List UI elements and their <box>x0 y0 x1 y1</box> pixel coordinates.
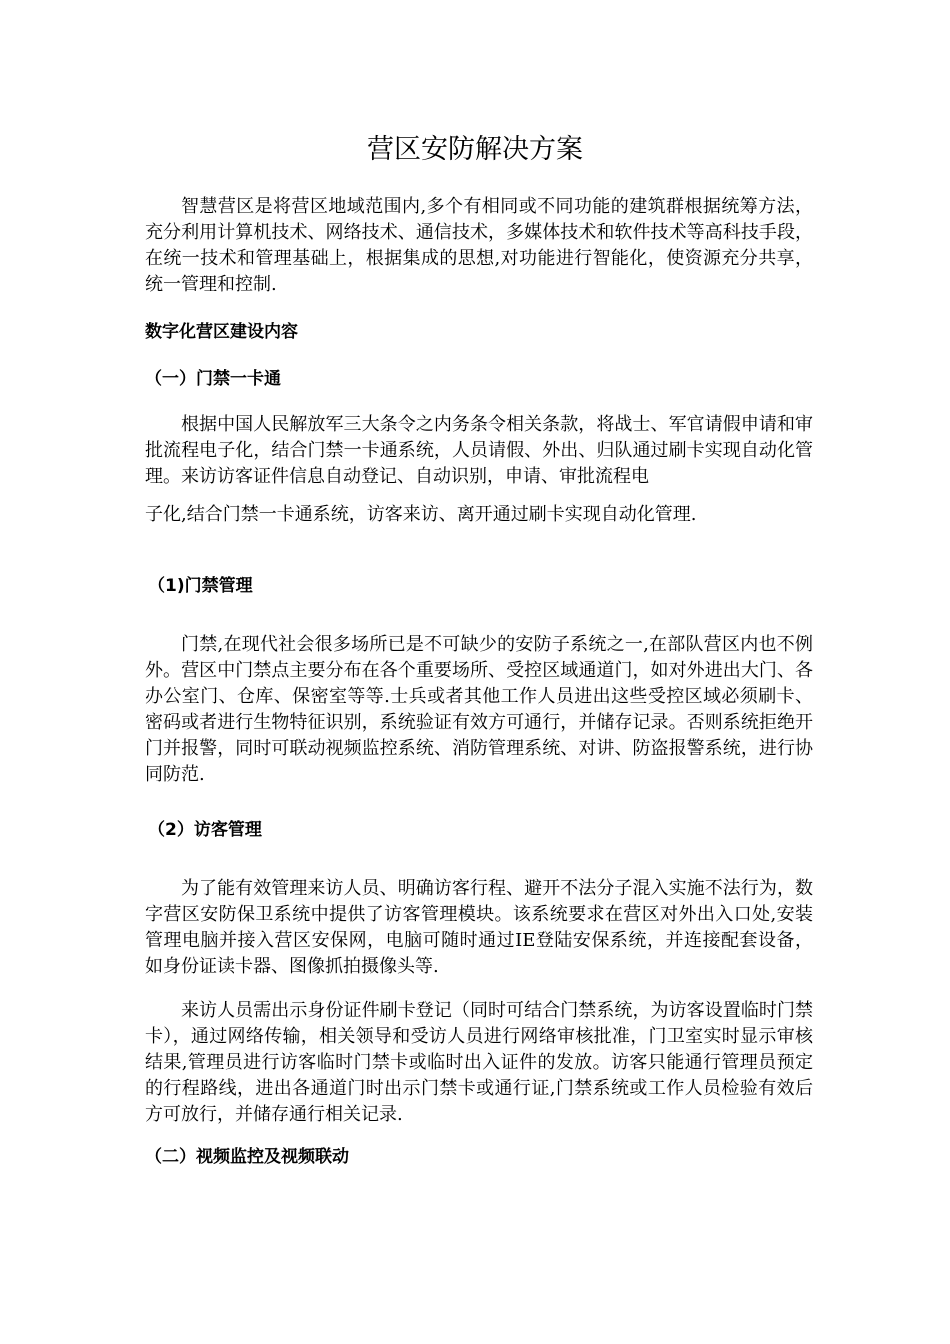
section-heading: 数字化营区建设内容 <box>145 322 298 342</box>
subsection-2-heading: （2）访客管理 <box>148 820 262 840</box>
subsection-2-paragraph-2: 来访人员需出示身份证件刷卡登记（同时可结合门禁系统，为访客设置临时门禁卡），通过网络传输，相关领导和受访人员进行网络审核批准，门卫室实时显示审核结果,管理员进行访客临时门禁卡或临时出入证件的发放。访客只能通行管理员预定的行程路线，进出各通道门时出示门禁卡或通行证,门禁系统或工作人员检验有效后方可放行，并储存通行相关记录. <box>145 1000 813 1125</box>
subsection-1-heading: （1)门禁管理 <box>148 576 253 596</box>
subsection-1-paragraph: 门禁,在现代社会很多场所已是不可缺少的安防子系统之一,在部队营区内也不例外。营区中门禁点主要分布在各个重要场所、受控区域通道门，如对外进出大门、各办公室门、仓库、保密室等等.士兵或者其他工作人员进出这些受控区域必须刷卡、密码或者进行生物特征识别，系统验证有效方可通行，并储存记录。否则系统拒绝开门并报警，同时可联动视频监控系统、消防管理系统、对讲、防盗报警系统，进行协同防范. <box>145 634 813 785</box>
section-1-paragraph: 根据中国人民解放军三大条令之内务条令相关条款，将战士、军官请假申请和审批流程电子化，结合门禁一卡通系统，人员请假、外出、归队通过刷卡实现自动化管理。来访访客证件信息自动登记、自动识别，申请、审批流程电 <box>145 414 813 487</box>
section-1-heading: （一）门禁一卡通 <box>145 369 281 389</box>
section-2-heading: （二）视频监控及视频联动 <box>145 1147 349 1167</box>
document-title: 营区安防解决方案 <box>367 134 583 165</box>
subsection-2-paragraph-1: 为了能有效管理来访人员、明确访客行程、避开不法分子混入实施不法行为，数字营区安防保卫系统中提供了访客管理模块。该系统要求在营区对外出入口处,安装管理电脑并接入营区安保网，电脑可随时通过IE登陆安保系统，并连接配套设备，如身份证读卡器、图像抓拍摄像头等. <box>145 878 813 977</box>
section-1-paragraph-continued: 子化,结合门禁一卡通系统，访客来访、离开通过刷卡实现自动化管理. <box>145 504 697 525</box>
intro-paragraph: 智慧营区是将营区地域范围内,多个有相同或不同功能的建筑群根据统筹方法，充分利用计算机技术、网络技术、通信技术，多媒体技术和软件技术等高科技手段，在统一技术和管理基础上，根据集成的思想,对功能进行智能化，使资源充分共享，统一管理和控制. <box>145 196 813 295</box>
